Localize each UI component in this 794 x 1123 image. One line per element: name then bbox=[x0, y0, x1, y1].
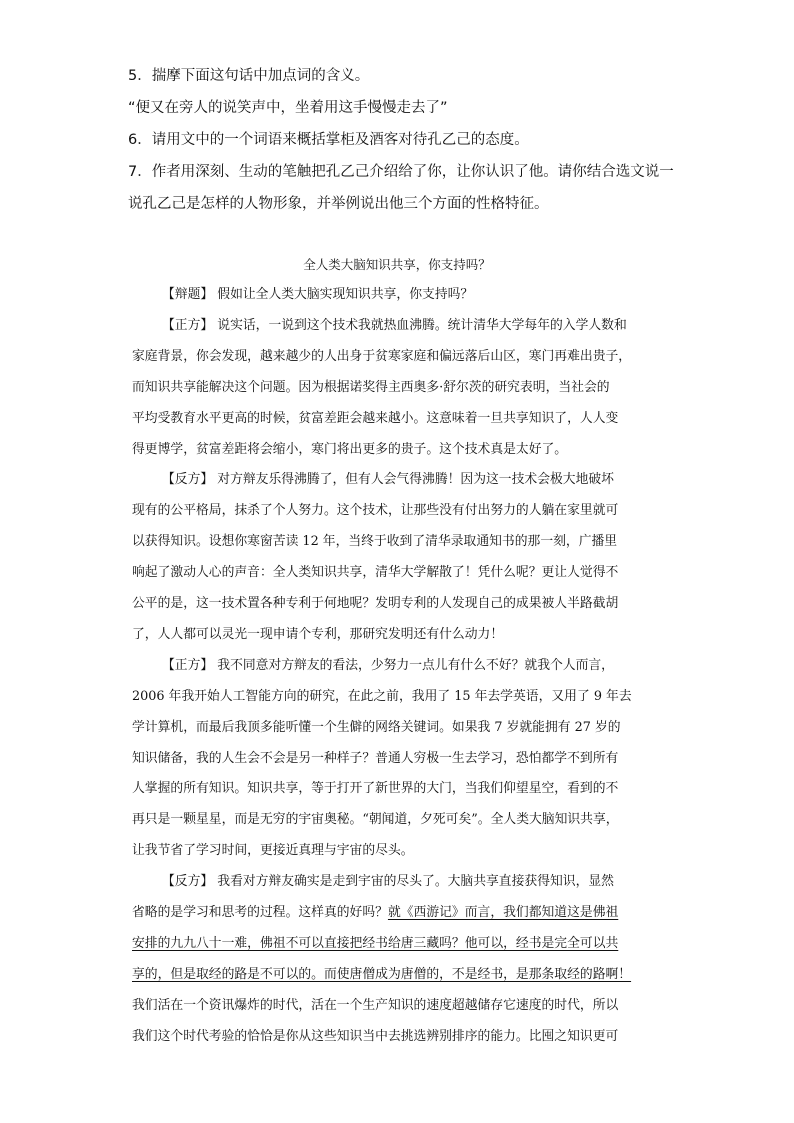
debate-line bbox=[132, 471, 658, 489]
debate-line bbox=[132, 410, 658, 428]
debate-line bbox=[132, 286, 658, 304]
debate-line bbox=[132, 533, 658, 551]
line-text: 人掌握的所有知识。知识共享，等于打开了新世界的大门，当我们仰望星空，看到的不 bbox=[132, 781, 619, 796]
speaker-tag: 【反方】 bbox=[162, 472, 218, 487]
line-text: 假如让全人类大脑实现知识共享，你支持吗？ bbox=[217, 287, 474, 302]
debate-line bbox=[132, 348, 658, 366]
line-text: 再只是一颗星星，而是无穷的宇宙奥秘。“朝闻道，夕死可矣”。全人类大脑知识共享， bbox=[132, 812, 619, 827]
question-5: 5．揣摩下面这句话中加点词的含义。 bbox=[128, 68, 370, 84]
question-5-quote: “便又在旁人的说笑声中，坐着用这手慢慢走去了” bbox=[128, 100, 448, 116]
debate-line bbox=[132, 502, 658, 520]
line-text: 我们这个时代考验的恰恰是你从这些知识当中去挑选辨别排序的能力。比囤之知识更可 bbox=[132, 1029, 619, 1044]
debate-line bbox=[132, 997, 658, 1015]
underlined-text: 享的，但是取经的路是不可以的。而使唐僧成为唐僧的，不是经书，是那条取经的路啊！ bbox=[132, 967, 632, 982]
question-7-line-2: 说孔乙己是怎样的人物形象，并举例说出他三个方面的性格特征。 bbox=[128, 196, 549, 212]
line-text: 我不同意对方辩友的看法，少努力一点儿有什么不好？就我个人而言， bbox=[217, 658, 614, 673]
line-text: 2006 年我开始人工智能方向的研究，在此之前，我用了 15 年去学英语，又用了 9 年去 bbox=[132, 689, 632, 704]
line-text: 而知识共享能解决这个问题。因为根据诺奖得主西奥多·舒尔茨的研究表明，当社会的 bbox=[132, 380, 610, 395]
debate-line bbox=[132, 626, 658, 644]
speaker-tag: 【正方】 bbox=[162, 658, 218, 673]
line-text: 得更博学，贫富差距将会缩小，寒门将出更多的贵子。这个技术真是太好了。 bbox=[132, 442, 568, 457]
line-text: 了，人人都可以灵光一现申请个专利，那研究发明还有什么动力！ bbox=[132, 627, 504, 642]
debate-line bbox=[132, 688, 658, 706]
debate-line bbox=[132, 873, 658, 891]
debate-line bbox=[132, 441, 658, 459]
line-text: 知识储备，我的人生会不会是另一种样子？普通人穷极一生去学习，恐怕都学不到所有 bbox=[132, 751, 619, 766]
line-text: 让我节省了学习时间，更接近真理与宇宙的尽头。 bbox=[132, 843, 414, 858]
underlined-text: 安排的九九八十一难，佛祖不可以直接把经书给唐三藏吗？他可以，经书是完全可以共 bbox=[132, 936, 619, 951]
debate-line bbox=[132, 935, 658, 953]
line-text: 响起了激动人心的声音：全人类知识共享，清华大学解散了！凭什么呢？更让人觉得不 bbox=[132, 565, 619, 580]
debate-line bbox=[132, 966, 658, 984]
line-text: 现有的公平格局，抹杀了个人努力。这个技术，让那些没有付出努力的人躺在家里就可 bbox=[132, 503, 619, 518]
debate-line bbox=[132, 904, 658, 922]
question-7-line-1: 7．作者用深刻、生动的笔触把孔乙己介绍给了你，让你认识了他。请你结合选文说一 bbox=[128, 164, 674, 180]
question-6: 6．请用文中的一个词语来概括掌柜及酒客对待孔乙己的态度。 bbox=[128, 132, 529, 148]
line-text: 学计算机，而最后我顶多能听懂一个生僻的网络关键词。如果我 7 岁就能拥有 27 岁的 bbox=[132, 720, 621, 735]
speaker-tag: 【辩题】 bbox=[162, 287, 218, 302]
debate-line bbox=[132, 1028, 658, 1046]
line-text: 公平的是，这一技术置各种专利于何地呢？发明专利的人发现自己的成果被人半路截胡 bbox=[132, 596, 619, 611]
line-text: 家庭背景，你会发现，越来越少的人出身于贫寒家庭和偏远落后山区，寒门再难出贵子， bbox=[132, 349, 632, 364]
line-text: 我们活在一个资讯爆炸的时代，活在一个生产知识的速度超越储存它速度的时代，所以 bbox=[132, 998, 619, 1013]
debate-line bbox=[132, 317, 658, 335]
line-text: 省略的是学习和思考的过程。这样真的好吗？ bbox=[132, 905, 388, 920]
line-text: 以获得知识。设想你寒窗苦读 12 年，当终于收到了清华录取通知书的那一刻，广播里 bbox=[132, 534, 618, 549]
line-text: 我看对方辩友确实是走到宇宙的尽头了。大脑共享直接获得知识，显然 bbox=[217, 874, 614, 889]
speaker-tag: 【正方】 bbox=[162, 318, 218, 333]
debate-line bbox=[132, 750, 658, 768]
line-text: 平均受教育水平更高的时候，贫富差距会越来越小。这意味着一旦共享知识了，人人变 bbox=[132, 411, 619, 426]
debate-line bbox=[132, 657, 658, 675]
underlined-text: 就《西游记》而言，我们都知道这是佛祖 bbox=[387, 905, 619, 920]
debate-line bbox=[132, 564, 658, 582]
debate-title: 全人类大脑知识共享，你支持吗？ bbox=[303, 257, 491, 272]
debate-line bbox=[132, 719, 658, 737]
debate-line bbox=[132, 811, 658, 829]
debate-line bbox=[132, 780, 658, 798]
speaker-tag: 【反方】 bbox=[162, 874, 218, 889]
line-text: 说实话，一说到这个技术我就热血沸腾。统计清华大学每年的入学人数和 bbox=[217, 318, 627, 333]
debate-line bbox=[132, 379, 658, 397]
debate-line bbox=[132, 842, 658, 860]
line-text: 对方辩友乐得沸腾了，但有人会气得沸腾！因为这一技术会极大地破坏 bbox=[217, 472, 614, 487]
debate-line bbox=[132, 595, 658, 613]
